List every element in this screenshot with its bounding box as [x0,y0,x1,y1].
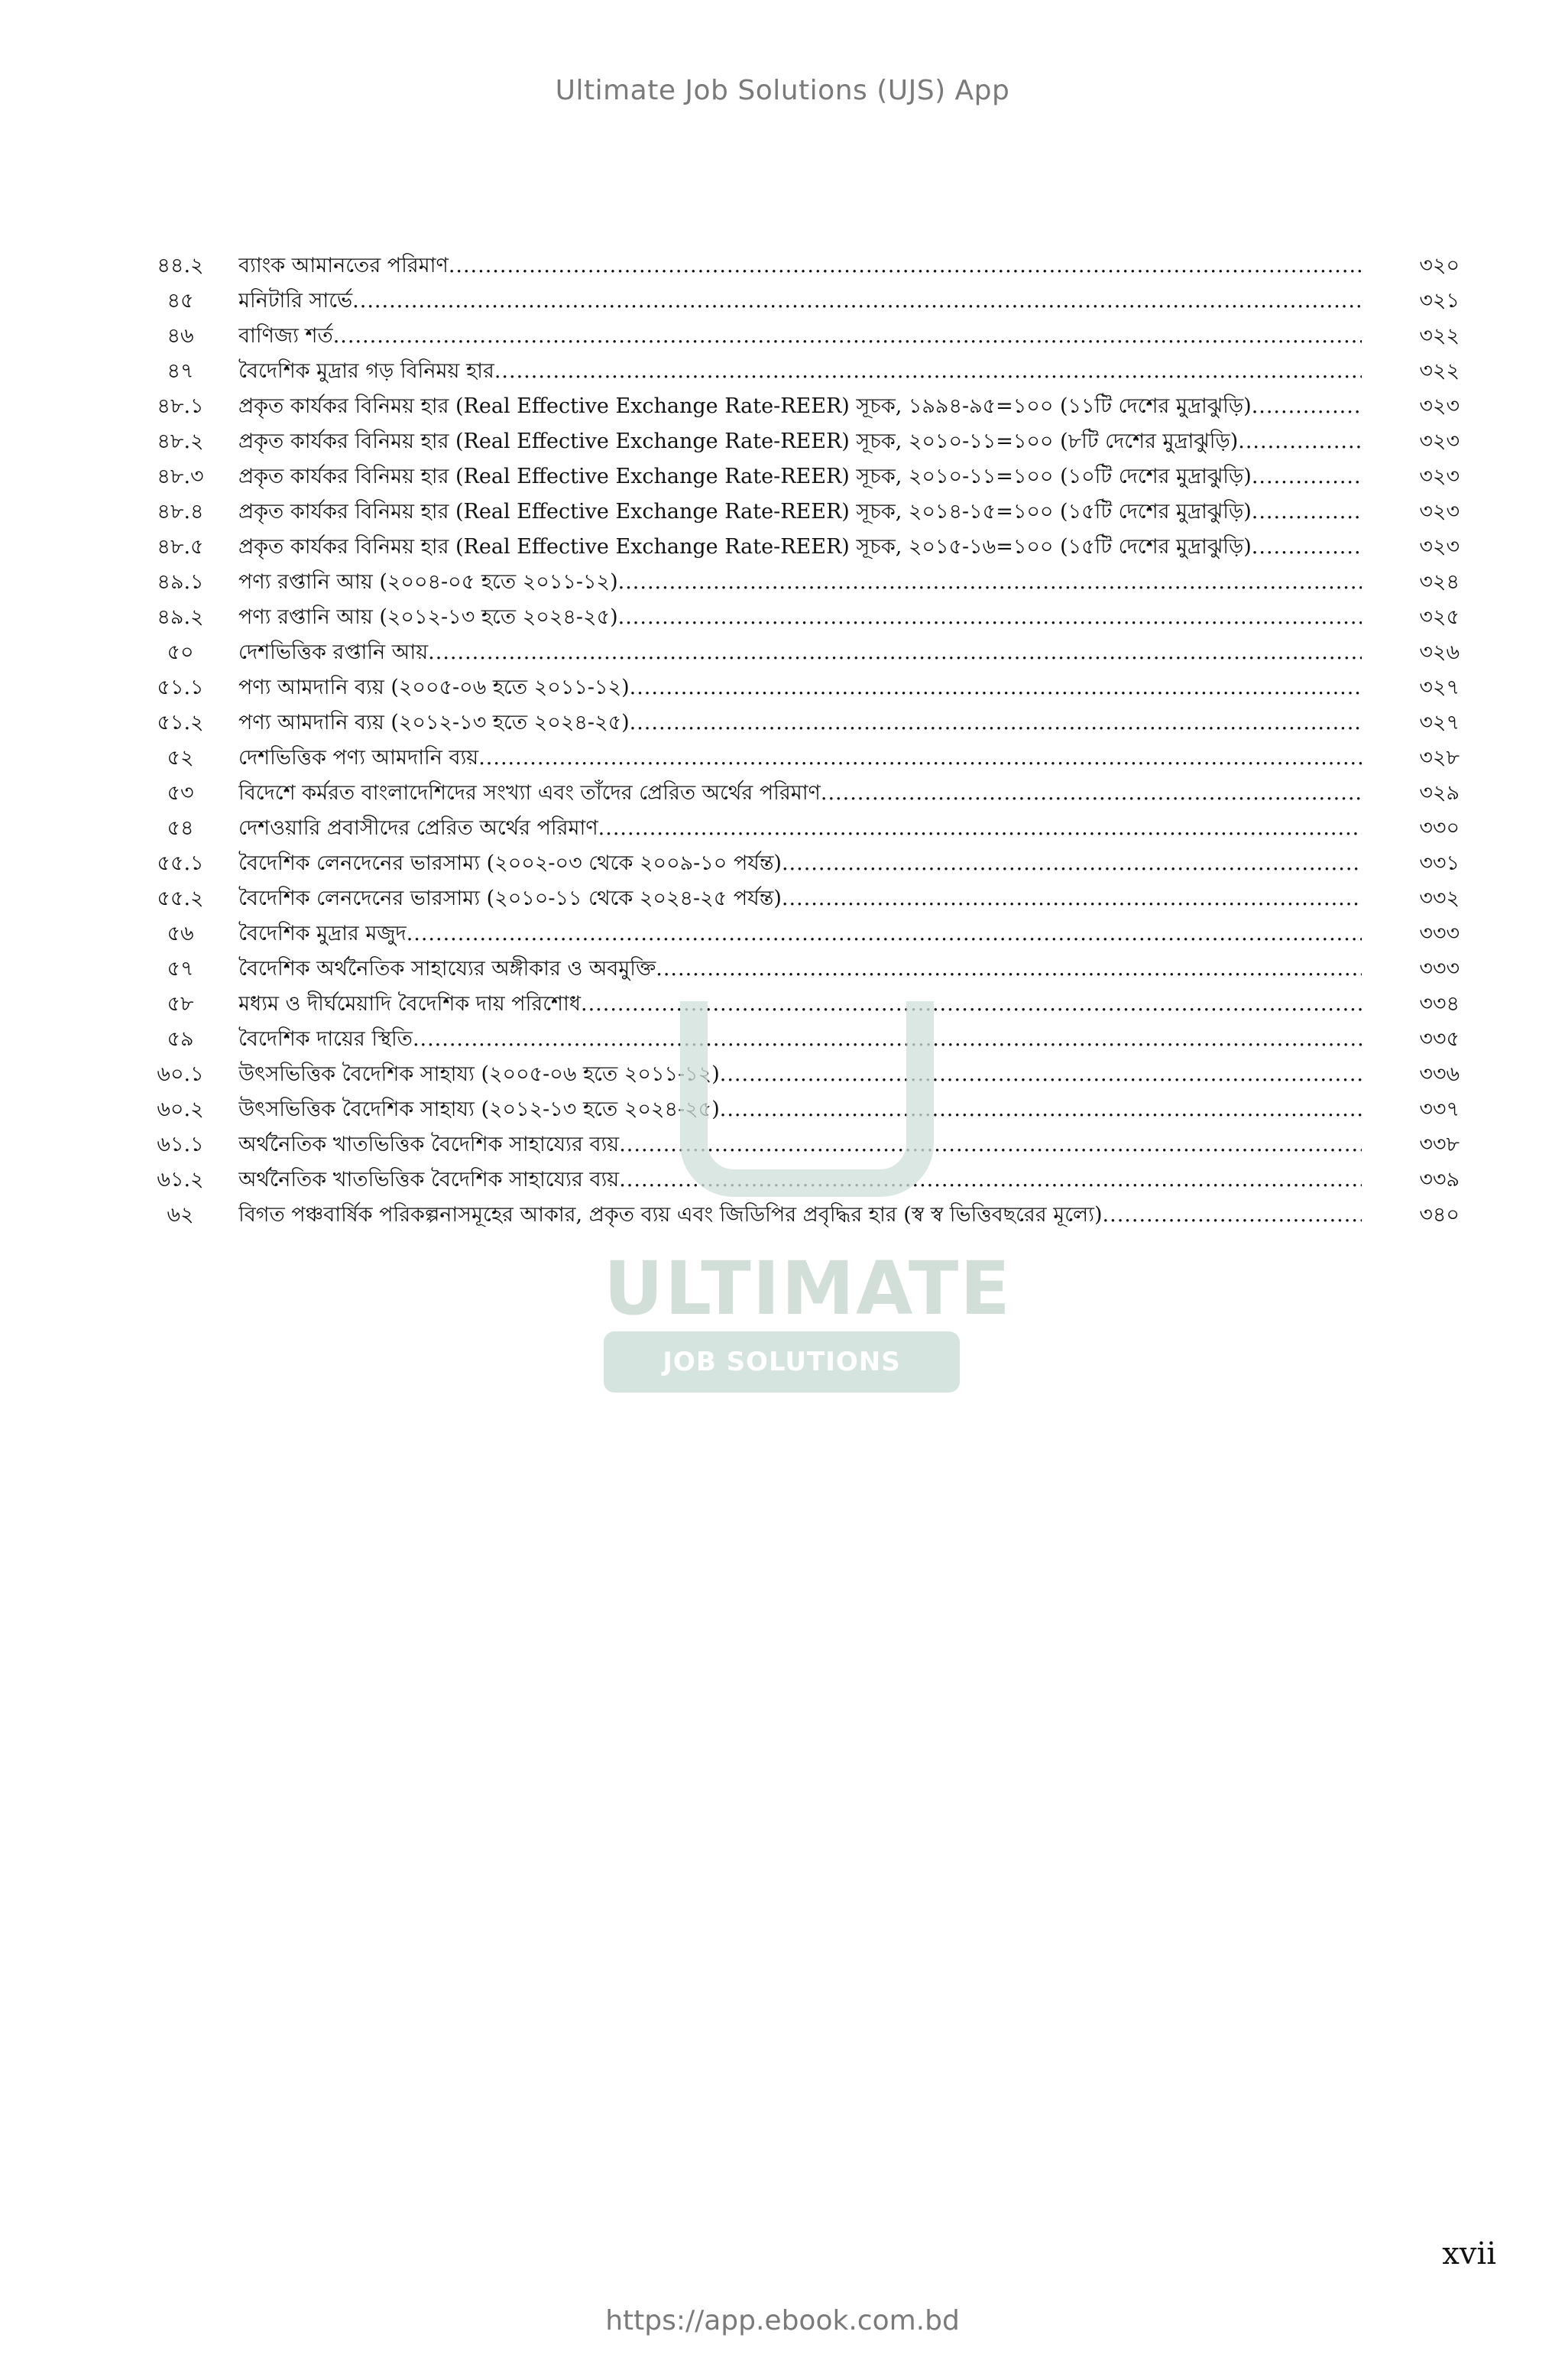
toc-title-text: দেশওয়ারি প্রবাসীদের প্রেরিত অর্থের পরিমাণ [238,816,598,840]
toc-title [238,494,1362,530]
toc-number: ৫৬ [167,922,194,945]
toc-number: ৪৬ [167,324,194,348]
toc-row [122,1127,1460,1162]
toc-row [122,705,1460,741]
toc-number: ৫৫.২ [157,887,204,910]
toc-page: ৩২৩ [1419,430,1460,453]
toc-title-text: প্রকৃত কার্যকর বিনিময় হার (Real Effective Exchange Rate-REER) সূচক, ২০১০-১১=১০০ (১০টি দেশের মুদ্রাঝুড়ি) [238,465,1252,488]
dot-leader [428,635,1362,670]
toc-title-text: পণ্য রপ্তানি আয় (২০১২-১৩ হতে ২০২৪-২৫) [238,605,618,629]
table-of-contents [122,248,1460,1233]
dot-leader [407,916,1362,952]
toc-row [122,1198,1460,1233]
toc-title [238,1162,1362,1198]
toc-page: ৩৩৩ [1419,922,1460,945]
toc-number: ৫২ [167,746,194,770]
toc-page: ৩২৭ [1419,711,1460,734]
toc-row [122,565,1460,600]
toc-number: ৬১.১ [157,1133,204,1156]
toc-title [238,916,1362,952]
dot-leader [782,846,1362,881]
toc-page: ৩২১ [1419,289,1460,313]
toc-row [122,284,1460,319]
dot-leader [1252,494,1362,530]
toc-number: ৪৭ [167,359,194,383]
dot-leader [333,319,1362,354]
page-number: xvii [1442,2236,1496,2271]
toc-page: ৩৪০ [1419,1203,1460,1227]
toc-row [122,494,1460,530]
toc-number: ৪৮.৫ [157,535,204,559]
toc-number: ৪৯.১ [157,570,204,594]
toc-title-text: মধ্যম ও দীর্ঘমেয়াদি বৈদেশিক দায় পরিশোধ [238,992,581,1016]
toc-title-text: বিদেশে কর্মরত বাংলাদেশিদের সংখ্যা এবং তাঁদের প্রেরিত অর্থের পরিমাণ [238,781,821,805]
toc-title [238,600,1362,635]
toc-title-text: প্রকৃত কার্যকর বিনিময় হার (Real Effective Exchange Rate-REER) সূচক, ২০১৫-১৬=১০০ (১৫টি দেশের মুদ্রাঝুড়ি) [238,535,1252,559]
dot-leader [656,952,1362,987]
toc-row [122,459,1460,494]
toc-number: ৪৮.২ [157,430,204,453]
toc-title [238,530,1362,565]
toc-title [238,354,1362,389]
dot-leader [1252,459,1362,494]
toc-number: ৫১.২ [157,711,204,734]
toc-page: ৩২৮ [1419,746,1460,770]
toc-title [238,248,1362,284]
toc-row [122,389,1460,424]
toc-title-text: উৎসভিত্তিক বৈদেশিক সাহায্য (২০১২-১৩ হতে ২০২৪-২৫) [238,1098,720,1121]
toc-title [238,1198,1362,1233]
toc-title-text: বৈদেশিক লেনদেনের ভারসাম্য (২০০২-০৩ থেকে ২০০৯-১০ পর্যন্ত) [238,851,782,875]
toc-title [238,776,1362,811]
toc-title [238,284,1362,319]
toc-number: ৫৮ [167,992,194,1016]
toc-number: ৪৮.৪ [157,500,204,524]
toc-row [122,530,1460,565]
toc-row [122,741,1460,776]
toc-title [238,424,1362,459]
toc-title-text: প্রকৃত কার্যকর বিনিময় হার (Real Effective Exchange Rate-REER) সূচক, ১৯৯৪-৯৫=১০০ (১১টি দেশের মুদ্রাঝুড়ি) [238,394,1252,418]
toc-title [238,635,1362,670]
watermark-tagline: JOB SOLUTIONS [604,1331,960,1393]
toc-row [122,776,1460,811]
toc-row [122,952,1460,987]
toc-page: ৩৩৭ [1419,1098,1460,1121]
toc-page: ৩২০ [1419,254,1460,277]
toc-title-text: অর্থনৈতিক খাতভিত্তিক বৈদেশিক সাহায্যের ব্যয় [238,1168,620,1192]
dot-leader [581,987,1362,1022]
dot-leader [449,248,1362,284]
dot-leader [618,600,1362,635]
toc-row [122,916,1460,952]
dot-leader [630,670,1362,705]
toc-row [122,1057,1460,1092]
dot-leader [1252,530,1362,565]
toc-number: ৫৯ [167,1027,194,1051]
toc-page: ৩২২ [1419,324,1460,348]
toc-title [238,1022,1362,1057]
toc-number: ৬০.১ [157,1062,204,1086]
dot-leader [352,284,1362,319]
toc-row [122,1022,1460,1057]
dot-leader [413,1022,1362,1057]
toc-number: ৫৪ [167,816,194,840]
toc-page: ৩৩৪ [1419,992,1460,1016]
toc-number: ৬২ [167,1203,194,1227]
toc-title-text: দেশভিত্তিক রপ্তানি আয় [238,640,429,664]
toc-title-text: দেশভিত্তিক পণ্য আমদানি ব্যয় [238,746,479,770]
toc-title-text: পণ্য আমদানি ব্যয় (২০০৫-০৬ হতে ২০১১-১২) [238,676,630,699]
toc-row [122,846,1460,881]
dot-leader [782,881,1362,916]
toc-page: ৩৩৩ [1419,957,1460,981]
dot-leader [1103,1198,1362,1233]
toc-row [122,424,1460,459]
toc-page: ৩২৫ [1419,605,1460,629]
toc-row [122,670,1460,705]
watermark-word: ULTIMATE [604,1246,1012,1331]
toc-title-text: বৈদেশিক মুদ্রার গড় বিনিময় হার [238,359,494,383]
dot-leader [598,811,1362,846]
toc-title-text: বৈদেশিক দায়ের স্থিতি [238,1027,413,1051]
toc-row [122,987,1460,1022]
toc-row [122,600,1460,635]
toc-title-text: বৈদেশিক মুদ্রার মজুদ [238,922,407,945]
toc-page: ৩৩৮ [1419,1133,1460,1156]
dot-leader [619,1127,1362,1162]
toc-row [122,319,1460,354]
toc-page: ৩২৬ [1419,640,1460,664]
toc-title-text: প্রকৃত কার্যকর বিনিময় হার (Real Effective Exchange Rate-REER) সূচক, ২০১০-১১=১০০ (৮টি দেশের মুদ্রাঝুড়ি) [238,430,1239,453]
toc-title [238,1127,1362,1162]
toc-title [238,741,1362,776]
dot-leader [494,354,1362,389]
toc-page: ৩২৯ [1419,781,1460,805]
toc-number: ৫১.১ [157,676,204,699]
toc-title [238,1092,1362,1127]
dot-leader [619,1162,1362,1198]
toc-row [122,881,1460,916]
toc-number: ৪৯.২ [157,605,204,629]
toc-number: ৪৮.১ [157,394,204,418]
toc-title-text: উৎসভিত্তিক বৈদেশিক সাহায্য (২০০৫-০৬ হতে ২০১১-১২) [238,1062,720,1086]
toc-title [238,881,1362,916]
toc-title-text: বৈদেশিক অর্থনৈতিক সাহায্যের অঙ্গীকার ও অবমুক্তি [238,957,656,981]
toc-title-text: মনিটারি সার্ভে [238,289,353,313]
toc-page: ৩৩২ [1419,887,1460,910]
toc-row [122,354,1460,389]
dot-leader [720,1092,1362,1127]
toc-page: ৩৩০ [1419,816,1460,840]
toc-row [122,635,1460,670]
toc-number: ৫৭ [167,957,194,981]
toc-page: ৩২৪ [1419,570,1460,594]
toc-page: ৩২৭ [1419,676,1460,699]
toc-title-text: অর্থনৈতিক খাতভিত্তিক বৈদেশিক সাহায্যের ব্যয় [238,1133,620,1156]
toc-page: ৩২৩ [1419,465,1460,488]
toc-number: ৪৫ [167,289,194,313]
toc-page: ৩৩১ [1419,851,1460,875]
toc-page: ৩৩৬ [1419,1062,1460,1086]
toc-number: ৪৮.৩ [157,465,204,488]
dot-leader [478,741,1362,776]
toc-row [122,811,1460,846]
toc-title-text: ব্যাংক আমানতের পরিমাণ [238,254,449,277]
toc-page: ৩২২ [1419,359,1460,383]
toc-number: ৬১.২ [157,1168,204,1192]
dot-leader [720,1057,1362,1092]
page-header: Ultimate Job Solutions (UJS) App [555,75,1010,106]
toc-title-text: প্রকৃত কার্যকর বিনিময় হার (Real Effective Exchange Rate-REER) সূচক, ২০১৪-১৫=১০০ (১৫টি দেশের মুদ্রাঝুড়ি) [238,500,1252,524]
toc-title-text: বিগত পঞ্চবার্ষিক পরিকল্পনাসমূহের আকার, প্রকৃত ব্যয় এবং জিডিপির প্রবৃদ্ধির হার (স্ব স্ব ভিত্তিবছরের মূল্যে) [238,1203,1103,1227]
toc-title [238,811,1362,846]
toc-row [122,1162,1460,1198]
toc-title-text: বৈদেশিক লেনদেনের ভারসাম্য (২০১০-১১ থেকে ২০২৪-২৫ পর্যন্ত) [238,887,782,910]
toc-title [238,1057,1362,1092]
toc-title [238,319,1362,354]
toc-number: ৫৩ [167,781,194,805]
dot-leader [1238,424,1362,459]
dot-leader [821,776,1362,811]
toc-title-text: বাণিজ্য শর্ত [238,324,333,348]
toc-title [238,846,1362,881]
toc-page: ৩২৩ [1419,394,1460,418]
toc-title [238,670,1362,705]
toc-title [238,952,1362,987]
dot-leader [1252,389,1362,424]
toc-title [238,987,1362,1022]
toc-page: ৩২৩ [1419,535,1460,559]
toc-title [238,565,1362,600]
toc-title-text: পণ্য রপ্তানি আয় (২০০৪-০৫ হতে ২০১১-১২) [238,570,618,594]
toc-title [238,459,1362,494]
toc-title [238,389,1362,424]
dot-leader [618,565,1362,600]
toc-page: ৩২৩ [1419,500,1460,524]
toc-number: ৫৫.১ [157,851,204,875]
toc-row [122,248,1460,284]
toc-title-text: পণ্য আমদানি ব্যয় (২০১২-১৩ হতে ২০২৪-২৫) [238,711,630,734]
footer-url: https://app.ebook.com.bd [605,2305,960,2336]
toc-number: ৫০ [167,640,194,664]
toc-page: ৩৩৯ [1419,1168,1460,1192]
toc-number: ৪৪.২ [157,254,204,277]
toc-title [238,705,1362,741]
toc-page: ৩৩৫ [1419,1027,1460,1051]
dot-leader [630,705,1362,741]
toc-number: ৬০.২ [157,1098,204,1121]
toc-row [122,1092,1460,1127]
